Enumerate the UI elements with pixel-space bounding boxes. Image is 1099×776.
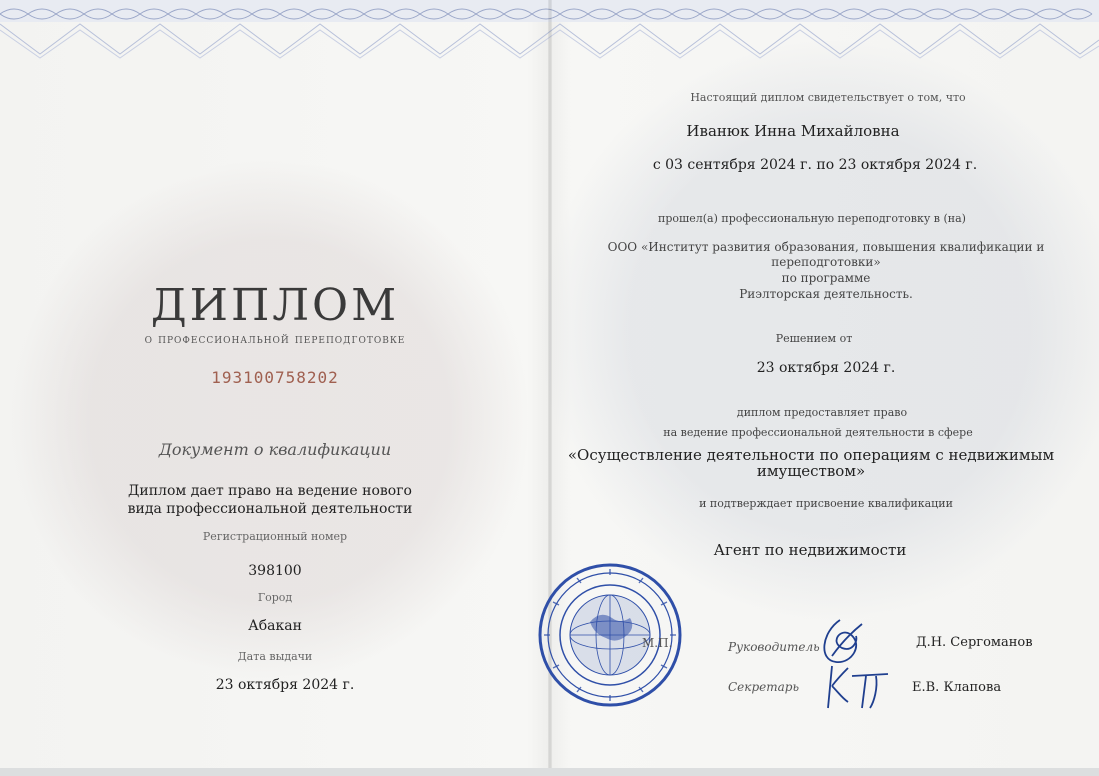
serial-number: 193100758202	[211, 368, 339, 387]
confirms-text: и подтверждает присвоение квалификации	[699, 497, 953, 510]
stamp-place-mark: М.П.	[642, 636, 673, 650]
city: Абакан	[248, 618, 302, 634]
sphere-line-2: имуществом»	[756, 462, 866, 480]
secretary-name: Е.В. Клапова	[912, 680, 1002, 695]
rights-line-1: Диплом дает право на ведение нового	[128, 483, 412, 499]
org-line-2: переподготовки»	[771, 255, 881, 269]
decision-label: Решением от	[775, 332, 853, 345]
document-type: Документ о квалификации	[158, 440, 392, 459]
intro-text: Настоящий диплом свидетельствует о том, что	[690, 91, 966, 104]
program-name: Риэлторская деятельность.	[739, 287, 913, 301]
sphere-label: на ведение профессиональной деятельности в сфере	[663, 426, 973, 439]
issue-date-label: Дата выдачи	[237, 650, 313, 663]
passed-text: прошел(а) профессиональную переподготовку в (на)	[658, 212, 966, 225]
head-name: Д.Н. Сергоманов	[916, 635, 1033, 650]
seal-stamp-icon	[535, 560, 685, 710]
program-label: по программе	[781, 271, 871, 285]
diploma-subtitle: о профессиональной переподготовке	[144, 332, 406, 347]
reg-number-label: Регистрационный номер	[202, 530, 348, 543]
reg-number: 398100	[248, 563, 302, 579]
grants-text: диплом предоставляет право	[736, 406, 908, 419]
qualification: Агент по недвижимости	[713, 541, 907, 559]
recipient-name: Иванюк Инна Михайловна	[686, 122, 900, 140]
city-label: Город	[257, 591, 293, 604]
sphere-line-1: «Осуществление деятельности по операциям с недвижимым	[567, 446, 1055, 464]
org-line-1: ООО «Институт развития образования, повышения квалификации и	[607, 240, 1045, 254]
decision-date: 23 октября 2024 г.	[756, 360, 896, 376]
study-period: с 03 сентября 2024 г. по 23 октября 2024 г.	[652, 157, 978, 173]
issue-date: 23 октября 2024 г.	[215, 677, 355, 693]
bottom-edge	[0, 768, 1099, 776]
rights-line-2: вида профессиональной деятельности	[127, 501, 413, 517]
secretary-label: Секретарь	[728, 680, 799, 694]
signature-secretary-icon	[818, 658, 890, 712]
head-label: Руководитель	[728, 640, 820, 654]
diploma-title: ДИПЛОМ	[150, 280, 400, 331]
